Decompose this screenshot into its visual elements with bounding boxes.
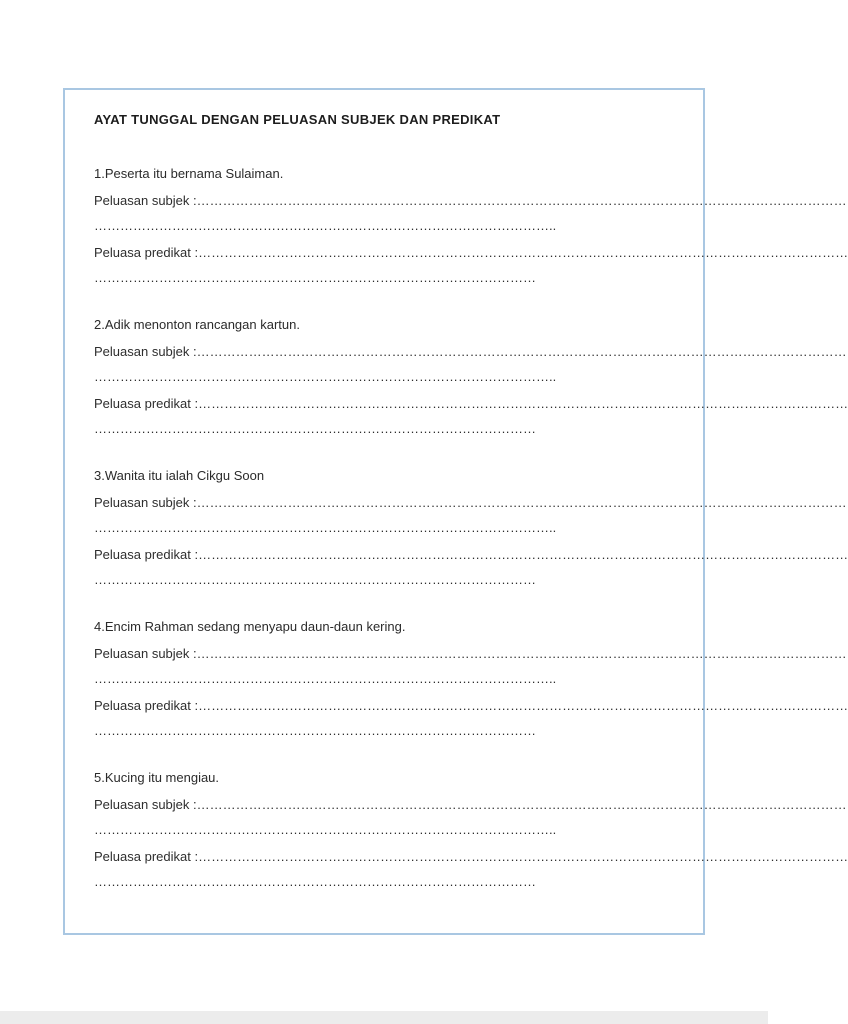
sentence: 2.Adik menonton rancangan kartun. — [94, 317, 300, 332]
sentence: 3.Wanita itu ialah Cikgu Soon — [94, 468, 265, 483]
document-title: AYAT TUNGGAL DENGAN PELUASAN SUBJEK DAN PREDIKAT — [94, 112, 501, 127]
dotted-line: …………………………………………………………………………………………….. — [94, 822, 557, 837]
exercise-item-3 — [94, 468, 848, 589]
exercise-item-2 — [94, 317, 848, 438]
dotted-line: ………………………………………………………………………………………… — [94, 270, 536, 285]
sentence: 1.Peserta itu bernama Sulaiman. — [94, 166, 284, 181]
peluasa-predikat-line: Peluasa predikat :…………………………………………………………………………………………………………………………………… — [94, 849, 848, 864]
dotted-line: ………………………………………………………………………………………… — [94, 723, 536, 738]
peluasan-subjek-line: Peluasan subjek :…………………………………………………………………………………………………………………………………… — [94, 646, 847, 661]
peluasa-predikat-line: Peluasa predikat :…………………………………………………………………………………………………………………………………… — [94, 245, 848, 260]
peluasa-predikat-line: Peluasa predikat :…………………………………………………………………………………………………………………………………… — [94, 698, 848, 713]
peluasa-predikat-line: Peluasa predikat :…………………………………………………………………………………………………………………………………… — [94, 396, 848, 411]
peluasan-subjek-line: Peluasan subjek :…………………………………………………………………………………………………………………………………… — [94, 344, 847, 359]
viewer-bottom-edge — [0, 1011, 768, 1024]
dotted-line: …………………………………………………………………………………………….. — [94, 218, 557, 233]
exercise-item-1 — [94, 166, 848, 287]
dotted-line: …………………………………………………………………………………………….. — [94, 671, 557, 686]
exercise-item-5 — [94, 770, 848, 891]
exercise-item-4 — [94, 619, 848, 740]
sentence: 5.Kucing itu mengiau. — [94, 770, 220, 785]
dotted-line: …………………………………………………………………………………………….. — [94, 520, 557, 535]
peluasan-subjek-line: Peluasan subjek :…………………………………………………………………………………………………………………………………… — [94, 193, 847, 208]
dotted-line: …………………………………………………………………………………………….. — [94, 369, 557, 384]
dotted-line: ………………………………………………………………………………………… — [94, 572, 536, 587]
document-page — [63, 88, 848, 935]
dotted-line: ………………………………………………………………………………………… — [94, 421, 536, 436]
peluasan-subjek-line: Peluasan subjek :…………………………………………………………………………………………………………………………………… — [94, 495, 847, 510]
dotted-line: ………………………………………………………………………………………… — [94, 874, 536, 889]
peluasan-subjek-line: Peluasan subjek :…………………………………………………………………………………………………………………………………… — [94, 797, 847, 812]
sentence: 4.Encim Rahman sedang menyapu daun-daun kering. — [94, 619, 406, 634]
peluasa-predikat-line: Peluasa predikat :…………………………………………………………………………………………………………………………………… — [94, 547, 848, 562]
